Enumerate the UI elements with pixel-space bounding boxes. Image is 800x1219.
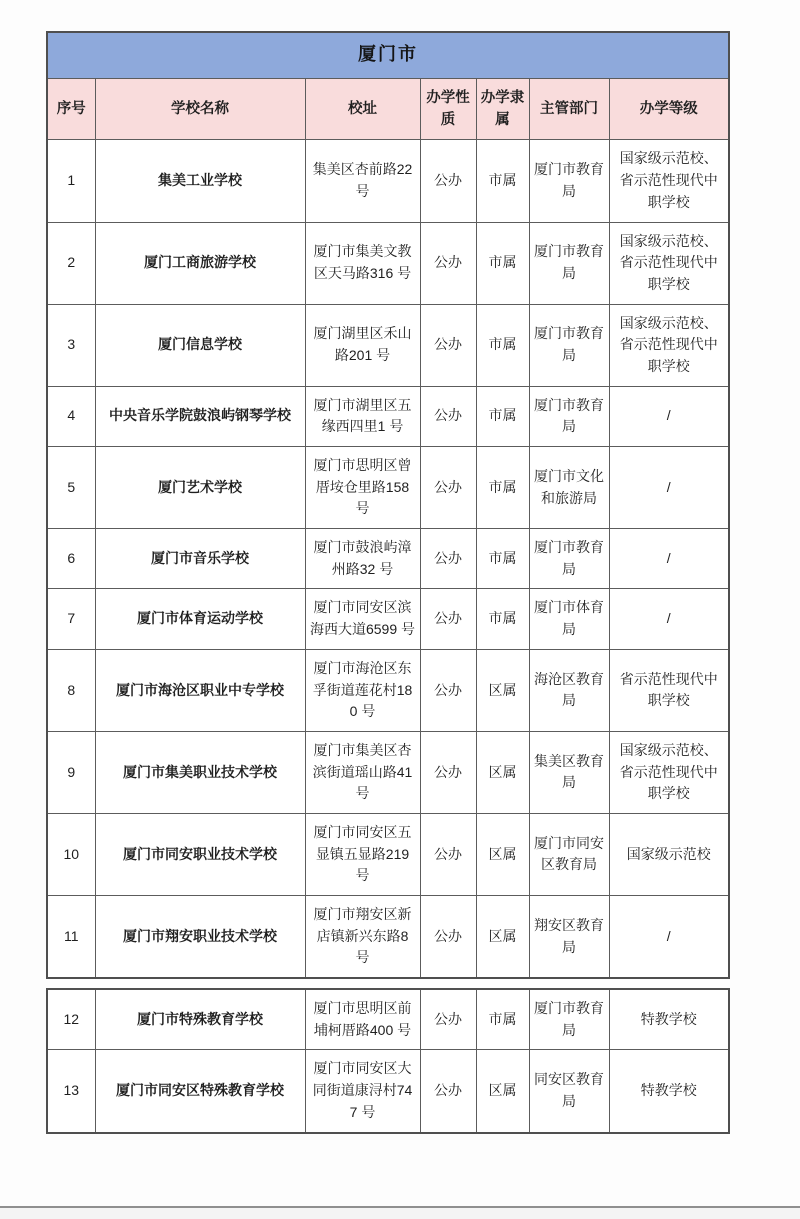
cell-no: 6 xyxy=(47,529,95,589)
column-header-no: 序号 xyxy=(47,78,95,140)
cell-grade: 国家级示范校、省示范性现代中职学校 xyxy=(609,140,729,222)
cell-grade: 特教学校 xyxy=(609,1050,729,1133)
cell-no: 10 xyxy=(47,813,95,895)
city-header-row xyxy=(47,32,729,78)
cell-no: 1 xyxy=(47,140,95,222)
cell-school-name: 中央音乐学院鼓浪屿钢琴学校 xyxy=(95,386,305,446)
cell-no: 8 xyxy=(47,649,95,731)
cell-no: 7 xyxy=(47,589,95,649)
table-row xyxy=(47,589,729,649)
cell-grade: / xyxy=(609,386,729,446)
table-row xyxy=(47,1050,729,1133)
cell-supervisor: 厦门市教育局 xyxy=(529,386,609,446)
cell-no: 12 xyxy=(47,989,95,1050)
cell-no: 2 xyxy=(47,222,95,304)
table-row xyxy=(47,989,729,1050)
cell-no: 3 xyxy=(47,304,95,386)
section-gap xyxy=(46,979,728,988)
cell-nature: 公办 xyxy=(420,529,476,589)
cell-address: 厦门市湖里区五缘西四里1 号 xyxy=(305,386,420,446)
document-sheet xyxy=(46,31,728,1134)
cell-nature: 公办 xyxy=(420,989,476,1050)
column-header-row xyxy=(47,78,729,140)
cell-grade: 国家级示范校、省示范性现代中职学校 xyxy=(609,304,729,386)
cell-address: 厦门市思明区前埔柯厝路400 号 xyxy=(305,989,420,1050)
cell-nature: 公办 xyxy=(420,140,476,222)
cell-grade: / xyxy=(609,529,729,589)
cell-nature: 公办 xyxy=(420,1050,476,1133)
page-bottom-margin xyxy=(0,1208,800,1219)
cell-grade: 国家级示范校 xyxy=(609,813,729,895)
cell-address: 集美区杏前路22 号 xyxy=(305,140,420,222)
cell-school-name: 厦门市集美职业技术学校 xyxy=(95,731,305,813)
cell-supervisor: 厦门市教育局 xyxy=(529,222,609,304)
cell-no: 4 xyxy=(47,386,95,446)
cell-address: 厦门湖里区禾山路201 号 xyxy=(305,304,420,386)
table-row xyxy=(47,529,729,589)
column-header-name: 学校名称 xyxy=(95,78,305,140)
column-header-supervisor: 主管部门 xyxy=(529,78,609,140)
main-rows xyxy=(47,140,729,978)
cell-no: 5 xyxy=(47,447,95,529)
cell-grade: / xyxy=(609,447,729,529)
cell-nature: 公办 xyxy=(420,813,476,895)
column-header-address: 校址 xyxy=(305,78,420,140)
cell-nature: 公办 xyxy=(420,896,476,979)
cell-school-name: 厦门市音乐学校 xyxy=(95,529,305,589)
special-rows xyxy=(47,989,729,1132)
table-row xyxy=(47,813,729,895)
cell-school-name: 厦门信息学校 xyxy=(95,304,305,386)
schools-table-main xyxy=(46,31,730,979)
cell-supervisor: 翔安区教育局 xyxy=(529,896,609,979)
cell-address: 厦门市集美区杏滨街道瑶山路41 号 xyxy=(305,731,420,813)
cell-affiliation: 区属 xyxy=(476,1050,529,1133)
table-row xyxy=(47,304,729,386)
cell-school-name: 厦门市同安区特殊教育学校 xyxy=(95,1050,305,1133)
cell-no: 11 xyxy=(47,896,95,979)
table-row xyxy=(47,896,729,979)
cell-supervisor: 厦门市体育局 xyxy=(529,589,609,649)
cell-supervisor: 厦门市教育局 xyxy=(529,304,609,386)
cell-grade: / xyxy=(609,896,729,979)
cell-supervisor: 厦门市教育局 xyxy=(529,989,609,1050)
cell-supervisor: 厦门市教育局 xyxy=(529,140,609,222)
table-row xyxy=(47,649,729,731)
cell-grade: 省示范性现代中职学校 xyxy=(609,649,729,731)
cell-school-name: 集美工业学校 xyxy=(95,140,305,222)
cell-affiliation: 市属 xyxy=(476,386,529,446)
cell-nature: 公办 xyxy=(420,731,476,813)
cell-address: 厦门市同安区五显镇五显路219 号 xyxy=(305,813,420,895)
cell-grade: 国家级示范校、省示范性现代中职学校 xyxy=(609,222,729,304)
cell-school-name: 厦门市翔安职业技术学校 xyxy=(95,896,305,979)
cell-address: 厦门市思明区曾厝垵仓里路158 号 xyxy=(305,447,420,529)
cell-affiliation: 市属 xyxy=(476,529,529,589)
cell-nature: 公办 xyxy=(420,304,476,386)
schools-table-special xyxy=(46,988,730,1133)
cell-affiliation: 市属 xyxy=(476,140,529,222)
column-header-grade: 办学等级 xyxy=(609,78,729,140)
cell-supervisor: 厦门市教育局 xyxy=(529,529,609,589)
cell-nature: 公办 xyxy=(420,447,476,529)
table-row xyxy=(47,222,729,304)
column-header-affiliation: 办学隶属 xyxy=(476,78,529,140)
city-title: 厦门市 xyxy=(47,32,729,78)
cell-nature: 公办 xyxy=(420,589,476,649)
table-row xyxy=(47,140,729,222)
cell-address: 厦门市集美文教区天马路316 号 xyxy=(305,222,420,304)
cell-supervisor: 海沧区教育局 xyxy=(529,649,609,731)
cell-supervisor: 厦门市同安区教育局 xyxy=(529,813,609,895)
cell-grade: 国家级示范校、省示范性现代中职学校 xyxy=(609,731,729,813)
table-row xyxy=(47,447,729,529)
cell-address: 厦门市鼓浪屿漳州路32 号 xyxy=(305,529,420,589)
cell-supervisor: 集美区教育局 xyxy=(529,731,609,813)
cell-affiliation: 市属 xyxy=(476,304,529,386)
cell-affiliation: 区属 xyxy=(476,649,529,731)
cell-address: 厦门市同安区滨海西大道6599 号 xyxy=(305,589,420,649)
cell-address: 厦门市海沧区东孚街道莲花村180 号 xyxy=(305,649,420,731)
table-row xyxy=(47,731,729,813)
column-header-nature: 办学性质 xyxy=(420,78,476,140)
cell-grade: / xyxy=(609,589,729,649)
cell-nature: 公办 xyxy=(420,386,476,446)
cell-school-name: 厦门艺术学校 xyxy=(95,447,305,529)
cell-no: 13 xyxy=(47,1050,95,1133)
cell-school-name: 厦门工商旅游学校 xyxy=(95,222,305,304)
cell-supervisor: 厦门市文化和旅游局 xyxy=(529,447,609,529)
cell-address: 厦门市翔安区新店镇新兴东路8 号 xyxy=(305,896,420,979)
cell-affiliation: 市属 xyxy=(476,447,529,529)
cell-nature: 公办 xyxy=(420,222,476,304)
cell-affiliation: 区属 xyxy=(476,896,529,979)
cell-affiliation: 区属 xyxy=(476,731,529,813)
cell-affiliation: 市属 xyxy=(476,989,529,1050)
cell-nature: 公办 xyxy=(420,649,476,731)
cell-school-name: 厦门市海沧区职业中专学校 xyxy=(95,649,305,731)
cell-school-name: 厦门市同安职业技术学校 xyxy=(95,813,305,895)
table-row xyxy=(47,386,729,446)
cell-school-name: 厦门市体育运动学校 xyxy=(95,589,305,649)
cell-affiliation: 市属 xyxy=(476,589,529,649)
cell-address: 厦门市同安区大同街道康浔村747 号 xyxy=(305,1050,420,1133)
cell-supervisor: 同安区教育局 xyxy=(529,1050,609,1133)
cell-no: 9 xyxy=(47,731,95,813)
cell-affiliation: 市属 xyxy=(476,222,529,304)
cell-grade: 特教学校 xyxy=(609,989,729,1050)
cell-affiliation: 区属 xyxy=(476,813,529,895)
cell-school-name: 厦门市特殊教育学校 xyxy=(95,989,305,1050)
